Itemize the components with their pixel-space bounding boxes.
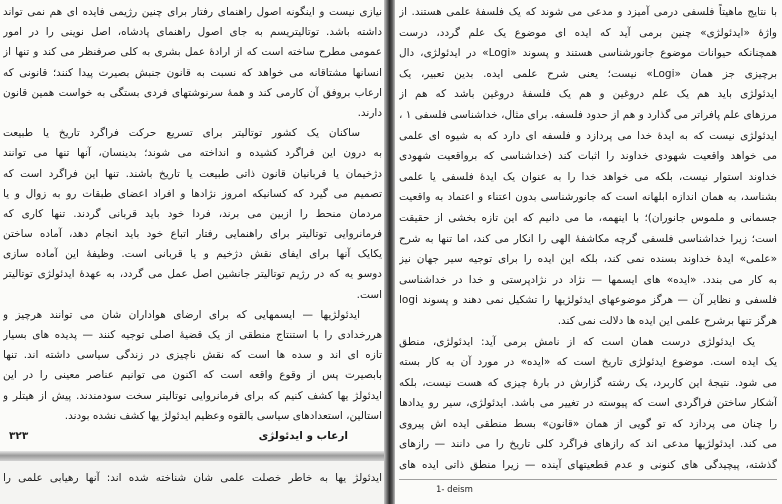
next-page-first-line: ایدئولژ یها به خاطر خصلت علمی شان شناخته شده اند: آنها رهیابی علمی را (3, 472, 382, 484)
running-head-title: ارعاب و ایدئولژی (258, 429, 348, 442)
text-line: نیازی نیست و اینگونه اصول راهنمای رفتار برای چنین رژیمی فایده ای هم نمی تواند (3, 6, 382, 18)
text-line: فرمانروایی توتالیتر برای راهنمایی رفتار اتباع خود باید انجام دهد، آماده ساختن (3, 228, 382, 241)
text-line: جسمانی و ملموس جانوران)؛ با اینهمه، ما می دانیم که این تازه بخشی از حقیقت (399, 211, 777, 224)
paragraph-first-line: ساکنان یک کشور توتالیتر برای تسریع حرکت فراگرد تاریخ یا طبیعت (3, 127, 360, 140)
text-line: داشته باشد. توتالیتریسم به جای اصول راهنمای پادشاه، اصل نوینی را در امور (3, 26, 382, 39)
text-line: هرگز تنها برشرح علمی این ایده ها دلالت نمی کند. (557, 314, 777, 327)
running-footer (3, 426, 382, 446)
text-line: ایدئولژ یها کشف کنیم که برای فرمانروایی توتالیتر سخت سودمندند. پیش از هیتلر و (3, 389, 382, 402)
text-line: را چنان می پردازد که تو گویی از همان «قانون» بسط منطقی ایده اش پیروی (399, 417, 777, 430)
text-line: هررخدادی را با استنتاج منطقی از یک قضیهٔ اصلی توجیه کنند — پدیده های بسیار (3, 329, 382, 341)
text-line: مردمان منحط را ازبین می برند، فردا خود باید قربانی گردند. تنها کاری که (3, 207, 382, 220)
text-line: دژخیمان یا قربانیان قانون ذاتی طبیعت یا تاریخ باشند. تنها این فراگرد است که (3, 167, 382, 180)
text-line: فلسفی و نظایر آن — هرگز موضوعهای ایدئولژیها را تشکیل نمی دهند و پسوند logi (399, 294, 777, 307)
text-line: برچیزی جز همان «Logi» نیست؛ یعنی شرح علمی ایده. بدین تعبیر، یک (399, 67, 777, 80)
paragraph-first-line: یک ایدئولژی درست همان است که از نامش برمی آید: ایدئولژی، منطق (399, 335, 755, 348)
text-line: می خواهد واقعیت شهودی خداوند را اثبات کند (خداشناسی که برواقعیت شهودی (399, 150, 777, 163)
text-line: بابصیرت پس از وقوع واقعه است که اکنون می توانیم عناصر معینی را در این (3, 369, 382, 382)
left-page (3, 2, 382, 446)
text-line: ارعاب بروفق آن کارمی کند و همهٔ سرنوشتهای فردی بستگی به خواست همین قانون (3, 86, 382, 99)
page-edge-shadow (0, 451, 384, 461)
text-line: عمومی مطرح ساخته است که از ارادهٔ عمل بشری به کلی صرفنظر می کند و تنها از (3, 46, 382, 59)
text-line: آشکار ساختن فراگردی است که پیوسته در تغییر می باشد. ایدئولژی، سیر رو یدادها (399, 397, 777, 410)
text-line: ایدئولژی نیست که به ایدهٔ خدا می پردازد و فلسفه ای دارد که به شیوه ای علمی (399, 129, 777, 142)
text-line: بشناسد، به همان اندازه ابلهانه است که جانورشناسی بدون اعتناء و اعتماد به واقعیت (399, 191, 777, 204)
text-line: تصمیم می گیرد که کسانیکه امروز نژادها و افراد اعضای طبقات رو به زوال و یا (3, 187, 382, 200)
text-line: استالین، استعدادهای سیاسی بالقوه وعظیم ایدئولژ یها کشف نشده بودند. (64, 409, 382, 422)
footnote: 1- deism (436, 485, 473, 495)
text-line: مرزهای علم پافراتر می گذارد و هم از حدود فلسفه. برای مثال، خداشناسی فلسفی ۱ ، (399, 108, 777, 121)
text-line: تازه ای اند و سده ها است که نقش ناچیزی در زندگی سیاسی داشته اند. تنها (3, 349, 382, 362)
footnote-rule (399, 479, 777, 480)
text-line: واژهٔ «ایدئولژی» چنین برمی آید که ایده ای موضوع یک علم گردد، درست (399, 26, 777, 39)
page-number: ۳۲۳ (9, 429, 29, 442)
text-line: است. (356, 288, 382, 301)
text-line: ایدئولژی باید هم یک علم دروغین و هم یک فلسفهٔ دروغین باشد که هم از (399, 88, 777, 101)
text-line: به درون این فراگرد کشیده و انداخته می شوند؛ بدینسان، آنها تنها می توانند (3, 147, 382, 160)
text-line: همچنانکه حیوانات موضوع جانورشناسی هستند و پسوند «Logi» در ایدئولژی، دال (399, 47, 777, 60)
text-line: «علمی» ایدهٔ خداوند بسنده نمی کند، بلکه این ایده را برای توجیه سیر جهان نیز (399, 253, 777, 266)
text-line: دارند. (357, 106, 382, 119)
text-line: خداوند استوار نیست، بلکه می خواهد خدا را به عنوان یک ایدهٔ فلسفی یا علمی (399, 170, 777, 183)
text-line: می شود. نتیجهٔ این کاربرد، یک رشته گزارش در بارهٔ چیزی که هست نیست، بلکه (399, 376, 777, 389)
paragraph-first-line: ایدئولژیها — ایسمهایی که برای ارضای هواداران شان می توانند هرچیز و (3, 308, 360, 321)
text-line: با نتایج ماهیتاً فلسفی درمی آمیزد و مدعی می شوند که یک فلسفهٔ علمی هستند. از (399, 6, 777, 18)
text-line: یک ایده است. موضوع ایدئولژی تاریخ است که «ایده» در مورد آن به کار بسته (399, 356, 777, 369)
text-line: گذشته، پیچیدگی های کنونی و عدم قطعیتهای آینده — زیرا منطق ذاتی ایده های (399, 459, 777, 472)
text-line: انسانها مشتاقانه می خواهد که نسبت به قانون جنبش بصیرت پیدا کنند؛ قانونی که (3, 66, 382, 79)
text-line: است؛ زیرا خداشناسی فلسفی گرچه مکاشفهٔ الهی را انکار می کند، اما تنها به شرح (399, 232, 777, 245)
text-line: دوسو یه که در رژیم توتالیتر جانشین اصل عمل می گردد، به عهدهٔ ایدئولژی توتالیتر (3, 268, 382, 281)
text-line: می کند. ایدئولژیها مدعی اند که رازهای فراگرد کلی تاریخ را می دانند — رازهای (399, 438, 777, 451)
text-line: یکایک آنها برای ایفای نقش دژخیم و یا قربانی است. وظیفهٔ این آماده سازی (3, 248, 382, 261)
right-page (399, 2, 777, 476)
text-line: به کار می بندد. «ایده» های ایسمها — نژاد در نژادپرستی و خدا در خداشناسی (399, 273, 777, 286)
book-gutter (384, 0, 395, 504)
